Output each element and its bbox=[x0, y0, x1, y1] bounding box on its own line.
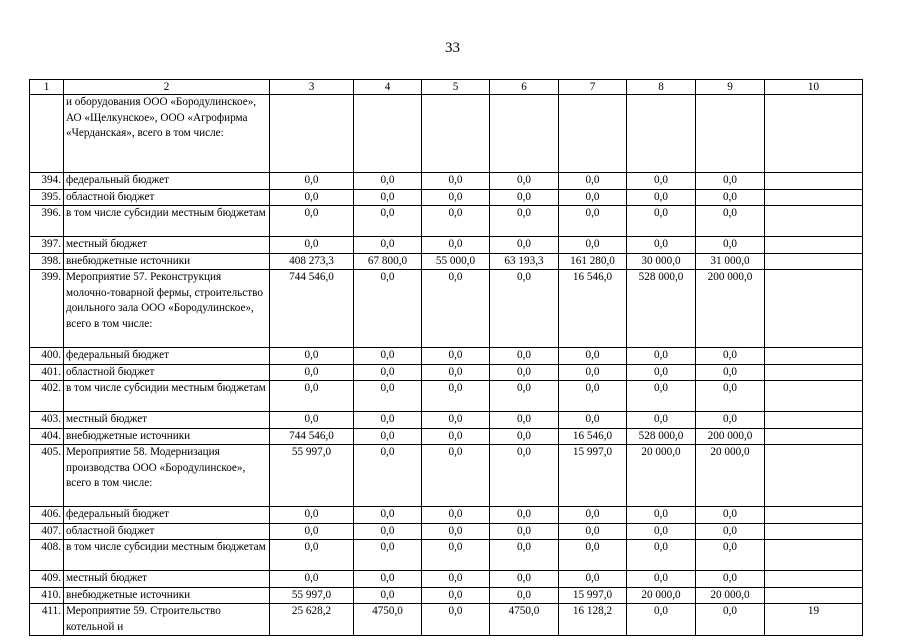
value-cell: 0,0 bbox=[422, 587, 490, 604]
column-10-cell bbox=[765, 571, 863, 588]
column-10-cell bbox=[765, 95, 863, 173]
row-label: Мероприятие 59. Строительство котельной и bbox=[64, 604, 270, 636]
value-cell: 20 000,0 bbox=[696, 587, 765, 604]
row-number: 399. bbox=[30, 270, 64, 348]
value-cell: 0,0 bbox=[422, 571, 490, 588]
row-number: 397. bbox=[30, 237, 64, 254]
value-cell: 0,0 bbox=[490, 364, 559, 381]
row-label: местный бюджет bbox=[64, 237, 270, 254]
value-cell: 0,0 bbox=[559, 189, 627, 206]
value-cell: 200 000,0 bbox=[696, 428, 765, 445]
value-cell: 0,0 bbox=[627, 348, 696, 365]
value-cell: 0,0 bbox=[354, 445, 422, 507]
row-number: 395. bbox=[30, 189, 64, 206]
value-cell: 0,0 bbox=[490, 412, 559, 429]
value-cell: 0,0 bbox=[270, 507, 354, 524]
value-cell: 0,0 bbox=[354, 189, 422, 206]
value-cell: 15 997,0 bbox=[559, 587, 627, 604]
value-cell: 0,0 bbox=[627, 523, 696, 540]
value-cell: 0,0 bbox=[354, 364, 422, 381]
value-cell: 528 000,0 bbox=[627, 428, 696, 445]
value-cell: 0,0 bbox=[490, 523, 559, 540]
column-10-cell bbox=[765, 348, 863, 365]
value-cell: 0,0 bbox=[627, 173, 696, 190]
value-cell: 0,0 bbox=[270, 364, 354, 381]
column-10-cell bbox=[765, 587, 863, 604]
row-label: внебюджетные источники bbox=[64, 587, 270, 604]
row-number: 400. bbox=[30, 348, 64, 365]
value-cell: 0,0 bbox=[627, 540, 696, 571]
value-cell: 0,0 bbox=[422, 445, 490, 507]
row-number: 409. bbox=[30, 571, 64, 588]
row-number: 396. bbox=[30, 206, 64, 237]
table-row bbox=[30, 348, 863, 365]
value-cell: 0,0 bbox=[422, 237, 490, 254]
table-row bbox=[30, 364, 863, 381]
value-cell: 744 546,0 bbox=[270, 270, 354, 348]
value-cell bbox=[559, 95, 627, 173]
table-row bbox=[30, 445, 863, 507]
value-cell: 20 000,0 bbox=[627, 445, 696, 507]
value-cell: 20 000,0 bbox=[627, 587, 696, 604]
row-label: внебюджетные источники bbox=[64, 253, 270, 270]
value-cell: 0,0 bbox=[270, 571, 354, 588]
value-cell: 0,0 bbox=[354, 523, 422, 540]
column-10-cell bbox=[765, 381, 863, 412]
value-cell: 0,0 bbox=[627, 364, 696, 381]
value-cell: 0,0 bbox=[696, 571, 765, 588]
value-cell: 30 000,0 bbox=[627, 253, 696, 270]
value-cell: 0,0 bbox=[422, 189, 490, 206]
value-cell: 0,0 bbox=[696, 412, 765, 429]
value-cell: 0,0 bbox=[270, 206, 354, 237]
column-10-cell bbox=[765, 173, 863, 190]
value-cell: 55 000,0 bbox=[422, 253, 490, 270]
value-cell: 0,0 bbox=[559, 237, 627, 254]
value-cell: 0,0 bbox=[696, 206, 765, 237]
value-cell: 0,0 bbox=[422, 364, 490, 381]
value-cell: 0,0 bbox=[559, 540, 627, 571]
table-row bbox=[30, 95, 863, 173]
value-cell: 0,0 bbox=[422, 540, 490, 571]
column-10-cell bbox=[765, 445, 863, 507]
value-cell: 0,0 bbox=[559, 412, 627, 429]
value-cell: 0,0 bbox=[354, 412, 422, 429]
row-label: областной бюджет bbox=[64, 523, 270, 540]
value-cell: 0,0 bbox=[696, 507, 765, 524]
value-cell: 16 546,0 bbox=[559, 428, 627, 445]
row-number: 402. bbox=[30, 381, 64, 412]
table-row bbox=[30, 253, 863, 270]
value-cell: 0,0 bbox=[422, 604, 490, 636]
value-cell: 0,0 bbox=[696, 364, 765, 381]
row-number: 404. bbox=[30, 428, 64, 445]
row-number: 408. bbox=[30, 540, 64, 571]
value-cell: 0,0 bbox=[490, 237, 559, 254]
value-cell: 0,0 bbox=[422, 381, 490, 412]
value-cell: 0,0 bbox=[354, 540, 422, 571]
value-cell: 0,0 bbox=[490, 189, 559, 206]
row-number: 411. bbox=[30, 604, 64, 636]
row-label: местный бюджет bbox=[64, 571, 270, 588]
row-label: в том числе субсидии местным бюджетам bbox=[64, 206, 270, 237]
value-cell: 0,0 bbox=[354, 381, 422, 412]
row-label: Мероприятие 58. Модернизация производства ООО «Бородулинское», всего в том числе: bbox=[64, 445, 270, 507]
value-cell: 0,0 bbox=[422, 412, 490, 429]
column-10-cell bbox=[765, 270, 863, 348]
column-10-cell bbox=[765, 507, 863, 524]
table-row bbox=[30, 189, 863, 206]
value-cell: 744 546,0 bbox=[270, 428, 354, 445]
value-cell: 0,0 bbox=[627, 604, 696, 636]
row-label: федеральный бюджет bbox=[64, 348, 270, 365]
row-label: федеральный бюджет bbox=[64, 173, 270, 190]
value-cell: 0,0 bbox=[696, 237, 765, 254]
value-cell: 161 280,0 bbox=[559, 253, 627, 270]
row-number bbox=[30, 95, 64, 173]
table-row bbox=[30, 540, 863, 571]
budget-table bbox=[29, 79, 863, 636]
column-10-cell bbox=[765, 189, 863, 206]
row-label: Мероприятие 57. Реконструкция молочно-товарной фермы, строительство доильного зала ООО «Бородулинское», всего в том числе: bbox=[64, 270, 270, 348]
row-number: 401. bbox=[30, 364, 64, 381]
value-cell: 0,0 bbox=[354, 587, 422, 604]
value-cell: 0,0 bbox=[696, 381, 765, 412]
row-label: федеральный бюджет bbox=[64, 507, 270, 524]
row-label: в том числе субсидии местным бюджетам bbox=[64, 540, 270, 571]
value-cell: 0,0 bbox=[490, 445, 559, 507]
column-10-cell bbox=[765, 540, 863, 571]
value-cell: 20 000,0 bbox=[696, 445, 765, 507]
value-cell: 528 000,0 bbox=[627, 270, 696, 348]
value-cell: 0,0 bbox=[627, 237, 696, 254]
value-cell: 0,0 bbox=[354, 173, 422, 190]
table-row bbox=[30, 571, 863, 588]
value-cell: 0,0 bbox=[490, 270, 559, 348]
column-10-cell bbox=[765, 206, 863, 237]
value-cell: 408 273,3 bbox=[270, 253, 354, 270]
value-cell: 0,0 bbox=[422, 428, 490, 445]
row-label: местный бюджет bbox=[64, 412, 270, 429]
value-cell: 0,0 bbox=[354, 428, 422, 445]
page-number: 33 bbox=[445, 40, 460, 56]
value-cell: 0,0 bbox=[559, 348, 627, 365]
value-cell: 0,0 bbox=[559, 523, 627, 540]
value-cell: 0,0 bbox=[354, 507, 422, 524]
row-number: 398. bbox=[30, 253, 64, 270]
value-cell: 0,0 bbox=[422, 270, 490, 348]
table-row bbox=[30, 523, 863, 540]
row-label: внебюджетные источники bbox=[64, 428, 270, 445]
value-cell: 0,0 bbox=[490, 381, 559, 412]
column-header: 1 bbox=[30, 80, 64, 95]
value-cell: 200 000,0 bbox=[696, 270, 765, 348]
value-cell: 0,0 bbox=[270, 189, 354, 206]
value-cell: 0,0 bbox=[559, 571, 627, 588]
value-cell: 0,0 bbox=[696, 189, 765, 206]
row-label: в том числе субсидии местным бюджетам bbox=[64, 381, 270, 412]
value-cell: 0,0 bbox=[627, 507, 696, 524]
value-cell: 0,0 bbox=[270, 348, 354, 365]
value-cell: 0,0 bbox=[354, 206, 422, 237]
value-cell: 0,0 bbox=[490, 540, 559, 571]
column-header: 2 bbox=[64, 80, 270, 95]
table-row bbox=[30, 604, 863, 636]
column-10-cell bbox=[765, 253, 863, 270]
column-10-cell bbox=[765, 237, 863, 254]
value-cell bbox=[490, 95, 559, 173]
value-cell: 0,0 bbox=[490, 206, 559, 237]
value-cell: 0,0 bbox=[270, 523, 354, 540]
value-cell: 0,0 bbox=[559, 173, 627, 190]
column-header: 3 bbox=[270, 80, 354, 95]
value-cell: 0,0 bbox=[696, 523, 765, 540]
value-cell: 0,0 bbox=[270, 540, 354, 571]
value-cell: 0,0 bbox=[559, 206, 627, 237]
column-10-cell bbox=[765, 412, 863, 429]
column-header: 10 bbox=[765, 80, 863, 95]
table-header-row bbox=[30, 80, 863, 95]
value-cell: 0,0 bbox=[627, 189, 696, 206]
value-cell: 16 128,2 bbox=[559, 604, 627, 636]
value-cell: 0,0 bbox=[490, 507, 559, 524]
value-cell: 0,0 bbox=[696, 173, 765, 190]
table-row bbox=[30, 270, 863, 348]
table-row bbox=[30, 173, 863, 190]
value-cell bbox=[627, 95, 696, 173]
value-cell: 0,0 bbox=[354, 348, 422, 365]
value-cell: 0,0 bbox=[490, 428, 559, 445]
column-header: 9 bbox=[696, 80, 765, 95]
value-cell: 0,0 bbox=[354, 270, 422, 348]
value-cell: 0,0 bbox=[627, 412, 696, 429]
value-cell: 0,0 bbox=[627, 206, 696, 237]
value-cell: 0,0 bbox=[490, 571, 559, 588]
table-row bbox=[30, 412, 863, 429]
value-cell: 63 193,3 bbox=[490, 253, 559, 270]
value-cell: 0,0 bbox=[270, 237, 354, 254]
value-cell: 0,0 bbox=[490, 348, 559, 365]
row-number: 410. bbox=[30, 587, 64, 604]
value-cell: 25 628,2 bbox=[270, 604, 354, 636]
table-row bbox=[30, 507, 863, 524]
row-number: 403. bbox=[30, 412, 64, 429]
column-header: 8 bbox=[627, 80, 696, 95]
table-row bbox=[30, 381, 863, 412]
value-cell: 4750,0 bbox=[490, 604, 559, 636]
column-header: 6 bbox=[490, 80, 559, 95]
value-cell: 0,0 bbox=[559, 381, 627, 412]
value-cell bbox=[270, 95, 354, 173]
row-number: 406. bbox=[30, 507, 64, 524]
column-10-cell bbox=[765, 364, 863, 381]
row-number: 405. bbox=[30, 445, 64, 507]
value-cell: 0,0 bbox=[422, 507, 490, 524]
value-cell: 0,0 bbox=[490, 173, 559, 190]
value-cell: 55 997,0 bbox=[270, 587, 354, 604]
value-cell bbox=[354, 95, 422, 173]
column-header: 4 bbox=[354, 80, 422, 95]
value-cell: 0,0 bbox=[422, 523, 490, 540]
value-cell: 0,0 bbox=[354, 571, 422, 588]
value-cell: 0,0 bbox=[696, 540, 765, 571]
value-cell: 0,0 bbox=[422, 348, 490, 365]
row-label: областной бюджет bbox=[64, 364, 270, 381]
table-row bbox=[30, 428, 863, 445]
column-10-cell bbox=[765, 428, 863, 445]
value-cell: 0,0 bbox=[559, 364, 627, 381]
value-cell: 0,0 bbox=[422, 173, 490, 190]
value-cell: 16 546,0 bbox=[559, 270, 627, 348]
value-cell: 4750,0 bbox=[354, 604, 422, 636]
table-row bbox=[30, 237, 863, 254]
table-row bbox=[30, 206, 863, 237]
column-header: 5 bbox=[422, 80, 490, 95]
value-cell: 0,0 bbox=[627, 571, 696, 588]
column-10-cell: 19 bbox=[765, 604, 863, 636]
value-cell: 0,0 bbox=[354, 237, 422, 254]
value-cell bbox=[422, 95, 490, 173]
value-cell: 0,0 bbox=[270, 381, 354, 412]
table-row bbox=[30, 587, 863, 604]
row-label: областной бюджет bbox=[64, 189, 270, 206]
value-cell: 0,0 bbox=[270, 173, 354, 190]
value-cell: 0,0 bbox=[696, 348, 765, 365]
row-label: и оборудования ООО «Бородулинское», АО «Щелкунское», ООО «Агрофирма «Черданская», всего в том числе: bbox=[64, 95, 270, 173]
value-cell: 0,0 bbox=[627, 381, 696, 412]
value-cell: 0,0 bbox=[696, 604, 765, 636]
value-cell: 0,0 bbox=[490, 587, 559, 604]
row-number: 394. bbox=[30, 173, 64, 190]
column-header: 7 bbox=[559, 80, 627, 95]
column-10-cell bbox=[765, 523, 863, 540]
value-cell: 0,0 bbox=[559, 507, 627, 524]
value-cell: 15 997,0 bbox=[559, 445, 627, 507]
value-cell: 67 800,0 bbox=[354, 253, 422, 270]
value-cell: 31 000,0 bbox=[696, 253, 765, 270]
value-cell bbox=[696, 95, 765, 173]
value-cell: 55 997,0 bbox=[270, 445, 354, 507]
row-number: 407. bbox=[30, 523, 64, 540]
value-cell: 0,0 bbox=[422, 206, 490, 237]
value-cell: 0,0 bbox=[270, 412, 354, 429]
